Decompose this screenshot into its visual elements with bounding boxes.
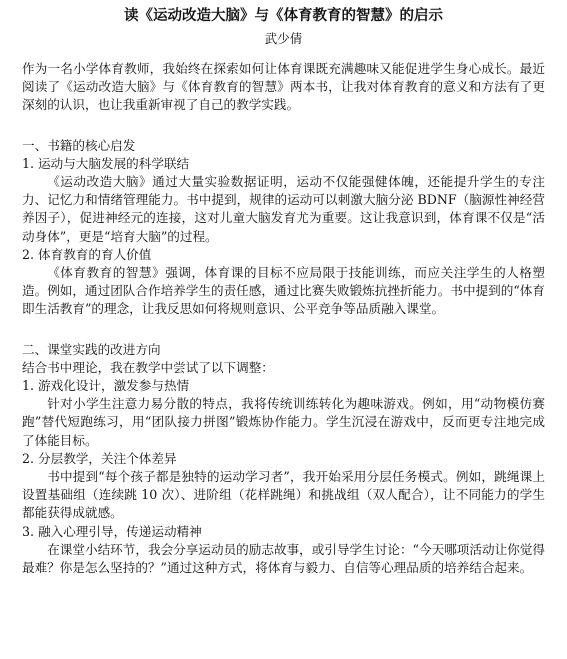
section-2-item-2-title: 2. 分层教学，关注个体差异 [22, 450, 177, 466]
section-2-item-1-text: 针对小学生注意力易分散的特点，我将传统训练转化为趣味游戏。例如，用“动物模仿赛跑”替代短跑练习，用“团队接力拼图”锻炼协作能力。学生沉浸在游戏中，反而更专注地完成了体能目标。 [22, 396, 545, 448]
intro-paragraph: 作为一名小学体育教师，我始终在探索如何让体育课既充满趣味又能促进学生身心成长。最近阅读了《运动改造大脑》与《体育教育的智慧》两本书，让我对体育教育的意义和方法有了更深刻的认识，也让我重新审视了自己的教学实践。 [22, 61, 545, 113]
section-1-item-2-text: 《体育教育的智慧》强调，体育课的目标不应局限于技能训练，而应关注学生的人格塑造。例如，通过团队合作培养学生的责任感，通过比赛失败锻炼抗挫折能力。书中提到的“体育即生活教育”的理念，让我反思如何将规则意识、公平竞争等品质融入课堂。 [22, 265, 545, 317]
section-1-heading: 一、书籍的核心启发 [22, 137, 136, 153]
document-title: 读《运动改造大脑》与《体育教育的智慧》的启示 [124, 7, 443, 24]
section-1-item-2-title: 2. 体育教育的育人价值 [22, 246, 152, 262]
section-2-lead: 结合书中理论，我在教学中尝试了以下调整： [22, 359, 274, 375]
section-2-item-1-title: 1. 游戏化设计，激发参与热情 [22, 378, 190, 394]
document-author: 武少倩 [264, 31, 303, 46]
document-body [22, 48, 545, 577]
section-2-item-3-text: 在课堂小结环节，我会分享运动员的励志故事，或引导学生讨论：“今天哪项活动让你觉得最难？你是怎么坚持的？”通过这种方式，将体育与毅力、自信等心理品质的培养结合起来。 [22, 541, 545, 576]
section-2-heading: 二、课堂实践的改进方向 [22, 341, 161, 357]
section-1-item-1-text: 《运动改造大脑》通过大量实验数据证明，运动不仅能强健体魄，还能提升学生的专注力、记忆力和情绪管理能力。书中提到，规律的运动可以刺激大脑分泌 BDNF（脑源性神经营养因子），促进神经元的连接，这对儿童大脑发育尤为重要。这让我意识到，体育课不仅是“活动身体”，更是“培育大脑”的过程。 [22, 174, 545, 244]
section-1-item-1-title: 1. 运动与大脑发展的科学联结 [22, 155, 190, 171]
section-2-item-2-text: 书中提到“每个孩子都是独特的运动学习者”，我开始采用分层任务模式。例如，跳绳课上设置基础组（连续跳 10 次）、进阶组（花样跳绳）和挑战组（双人配合），让不同能力的学生都能获得成就感。 [22, 469, 545, 521]
section-2-item-3-title: 3. 融入心理引导，传递运动精神 [22, 523, 202, 539]
